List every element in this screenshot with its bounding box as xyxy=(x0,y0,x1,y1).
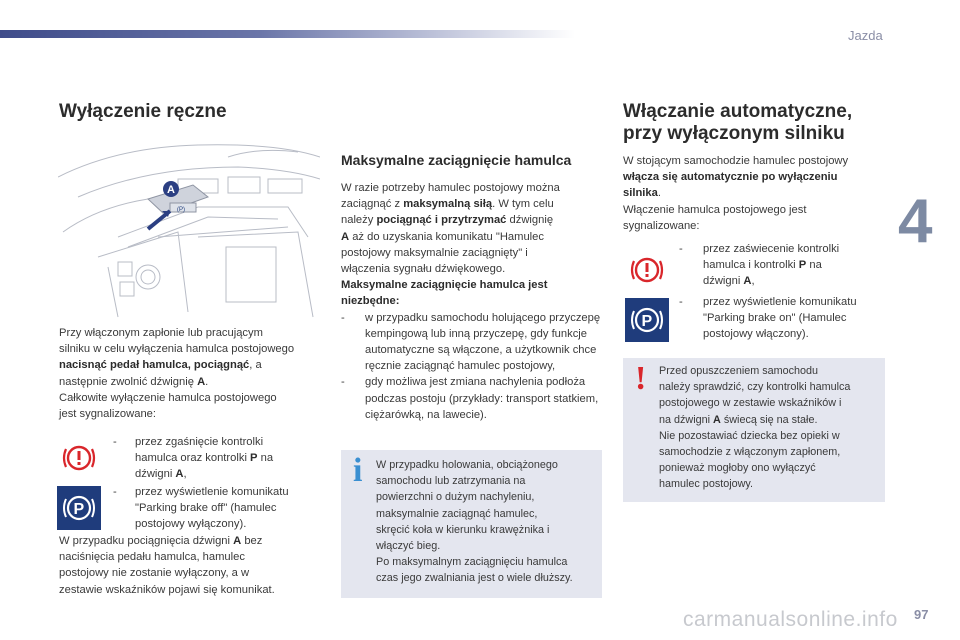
heading-manual-release: Wyłączenie ręczne xyxy=(59,101,227,122)
left-bullet-1: - przez zgaśnięcie kontrolki hamulca oraz kontrolki P na dźwigni A, xyxy=(113,436,274,481)
heading-automatic-apply: Włączanie automatyczne, przy wyłączonym silniku xyxy=(623,101,853,144)
svg-text:(P): (P) xyxy=(177,207,185,213)
warning-exclamation-icon: ! xyxy=(635,360,647,397)
parking-brake-icon xyxy=(57,486,101,530)
info-note: i W przypadku holowania, obciążonego samochodu lub zatrzymania na powierzchni o dużym nachyleniu, maksymalnie zaciągnąć hamulec, skręcić koła w kierunku krawężnika i włączyć bieg. Po maksymalnym zaciągnięciu hamulca czas jego zwalniania jest o wiele dłuższy. xyxy=(341,450,602,598)
brake-warning-icon xyxy=(625,248,669,292)
info-icon: i xyxy=(353,452,363,489)
chapter-number: 4 xyxy=(898,187,933,256)
parking-brake-illustration xyxy=(58,137,320,319)
heading-maximum-apply: Maksymalne zaciągnięcie hamulca xyxy=(341,152,572,168)
page-number: 97 xyxy=(914,607,929,622)
parking-brake-icon xyxy=(625,298,669,342)
left-outro: W przypadku pociągnięcia dźwigni A bez naciśnięcia pedału hamulca, hamulec postojowy nie zostanie wyłączony, a w zestawie wskaźników pojawi się komunikat. xyxy=(59,535,275,596)
header-bar xyxy=(0,30,575,38)
svg-text:P: P xyxy=(641,313,653,330)
left-intro: Przy włączonym zapłonie lub pracującym silniku w celu wyłączenia hamulca postojowego nacisnąć pedał hamulca, pociągnąć, a następnie zwolnić dźwignię A. Całkowite wyłączenie hamulca postojowego jest sygnalizowane: xyxy=(59,327,295,421)
right-bullet-1: - przez zaświecenie kontrolki hamulca i kontrolki P na dźwigni A, xyxy=(679,243,840,288)
watermark: carmanualsonline.info xyxy=(683,608,898,631)
left-bullet-2: - przez wyświetlenie komunikatu "Parking brake off" (hamulec postojowy wyłączony). xyxy=(113,486,289,531)
brake-warning-icon xyxy=(57,436,101,480)
svg-text:P: P xyxy=(73,501,85,518)
right-bullet-2: - przez wyświetlenie komunikatu "Parking brake on" (Hamulec postojowy włączony). xyxy=(679,296,857,341)
right-paragraph: W stojącym samochodzie hamulec postojowy włącza się automatycznie po wyłączeniu silnika. Włączenie hamulca postojowego jest sygnalizowane: xyxy=(623,155,849,232)
warning-note: ! Przed opuszczeniem samochodu należy sprawdzić, czy kontrolki hamulca postojowego w zestawie wskaźników i na dźwigni A świecą się na stałe. Nie pozostawiać dziecka bez opieki w samochodzie z włączonym zapłonem, ponieważ mogłoby ono wyłączyć hamulec postojowy. xyxy=(623,358,885,502)
section-label: Jazda xyxy=(848,28,883,43)
middle-paragraph: W razie potrzeby hamulec postojowy można zaciągnąć z maksymalną siłą. W tym celu należy pociągnąć i przytrzymać dźwignię A aż do uzyskania komunikatu "Hamulec postojowy maksymalnie zaciągnięty" i włączenia sygnału dźwiękowego. Maksymalne zaciągnięcie hamulca jest niezbędne: - w przypadku samochodu holującego przyczepę kempingową lub inną przyczepę, gdy funkcje automatyczne są włączone, a użytkownik chce ręcznie zaciągnąć hamulec postojowy, - gdy możliwa jest zmiana nachylenia podłoża podczas postoju (przykłady: transport statkiem, ciężarówką, na lawecie). xyxy=(341,182,601,421)
label-A: A xyxy=(167,184,175,196)
